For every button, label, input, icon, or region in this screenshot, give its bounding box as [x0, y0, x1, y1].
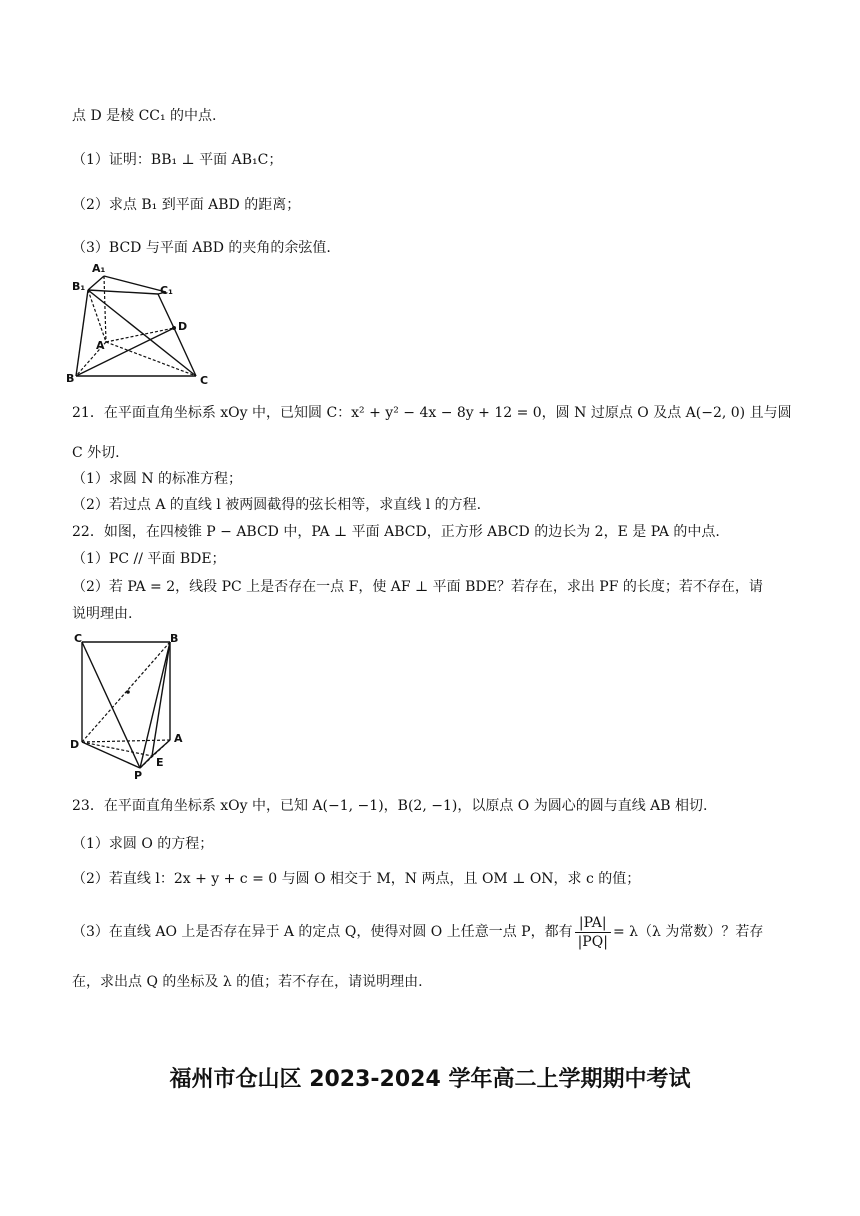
q20-part2: （2）求点 B₁ 到平面 ABD 的距离；	[72, 197, 301, 213]
q23-part3-after: = λ（λ 为常数）？若存	[612, 924, 764, 940]
q23-part3-line2: 在，求出点 Q 的坐标及 λ 的值；若不存在，请说明理由.	[72, 974, 423, 990]
exam-title: 福州市仓山区 2023-2024 学年高二上学期期中考试	[169, 1067, 691, 1092]
prism-figure	[66, 262, 226, 390]
q23-part1: （1）求圆 O 的方程；	[72, 836, 214, 852]
label-a1: A₁	[92, 262, 106, 275]
label-a: A	[96, 339, 105, 352]
q22-stem: 22．如图，在四棱锥 P − ABCD 中，PA ⊥ 平面 ABCD，正方形 ABCD 的边长为 2，E 是 PA 的中点.	[72, 524, 720, 540]
q20-intro: 点 D 是棱 CC₁ 的中点.	[72, 108, 217, 124]
q22-part1: （1）PC // 平面 BDE；	[72, 551, 226, 567]
q23-part3-line1	[72, 912, 800, 952]
label-a: A	[174, 732, 183, 745]
ratio-fraction	[575, 914, 611, 951]
q23-stem: 23．在平面直角坐标系 xOy 中，已知 A(−1, −1)，B(2, −1)，以原点 O 为圆心的圆与直线 AB 相切.	[72, 798, 708, 814]
q22-part2-line2: 说明理由.	[72, 606, 133, 622]
label-p: P	[134, 769, 143, 780]
q22-part2-line1: （2）若 PA = 2，线段 PC 上是否存在一点 F，使 AF ⊥ 平面 BDE？若存在，求出 PF 的长度；若不存在，请	[72, 579, 763, 595]
q21-stem-line1: 21．在平面直角坐标系 xOy 中，已知圆 C：x² + y² − 4x − 8y + 12 = 0，圆 N 过原点 O 及点 A(−2, 0) 且与圆	[72, 405, 792, 421]
q21-part1: （1）求圆 N 的标准方程；	[72, 471, 243, 487]
label-d: D	[178, 320, 188, 333]
q21-stem-line2: C 外切.	[72, 445, 120, 461]
label-c: C	[200, 374, 209, 387]
label-b: B	[170, 632, 179, 645]
pyramid-figure	[66, 630, 196, 780]
fraction-numerator: |PA|	[575, 914, 611, 933]
label-c: C	[74, 632, 83, 645]
label-c1: C₁	[160, 284, 173, 297]
label-e: E	[156, 756, 164, 769]
fraction-denominator: |PQ|	[577, 933, 608, 950]
q23-part3-before: （3）在直线 AO 上是否存在异于 A 的定点 Q，使得对圆 O 上任意一点 P，都有	[72, 924, 573, 940]
q20-part3: （3）BCD 与平面 ABD 的夹角的余弦值.	[72, 240, 331, 256]
q21-part2: （2）若过点 A 的直线 l 被两圆截得的弦长相等，求直线 l 的方程.	[72, 497, 482, 513]
q23-part2: （2）若直线 l：2x + y + c = 0 与圆 O 相交于 M，N 两点，且 OM ⊥ ON，求 c 的值；	[72, 871, 641, 887]
label-d: D	[70, 738, 80, 751]
label-b: B	[66, 372, 75, 385]
q20-part1: （1）证明：BB₁ ⊥ 平面 AB₁C；	[72, 152, 283, 168]
label-b1: B₁	[72, 280, 86, 293]
